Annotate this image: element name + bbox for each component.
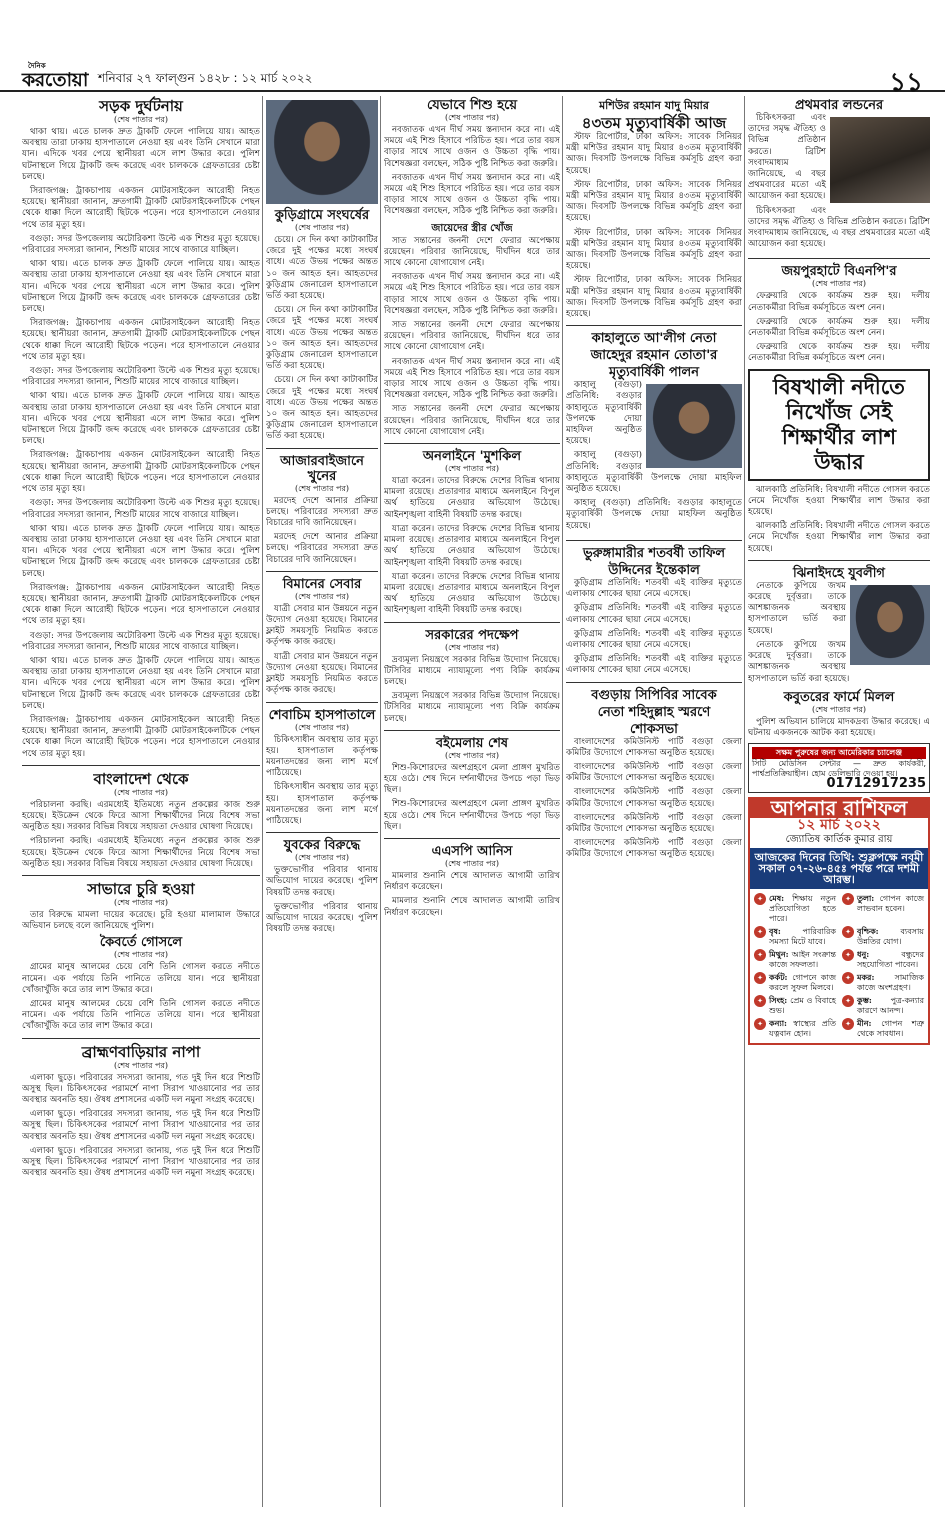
article-paragraph: নবজাতক এখন দীর্ঘ সময় স্তন্যদান করে না। এই সময়ে এই শিশু হিসাবে পরিচিত হয়। পরে তার বয়স বাড়ার সাথে সাথে ওজন ও উচ্চতা বৃদ্ধি পায়। বিশেষজ্ঞরা বলছেন, সঠিক পুষ্টি নিশ্চিত করা জরুরি। xyxy=(384,272,560,316)
article-paragraph: নেতাকে কুপিয়ে জখম করেছে দুর্বৃত্তরা। তাকে আশঙ্কাজনক অবস্থায় হাসপাতালে ভর্তি করা হয়েছে। xyxy=(748,580,846,636)
zodiac-name: কর্কট: xyxy=(769,972,793,983)
article-paragraph: চিকিৎসাধীন অবস্থায় তার মৃত্যু হয়। হাসপাতাল কর্তৃপক্ষ ময়নাতদন্তের জন্য লাশ মর্গে পাঠিয়েছে। xyxy=(266,734,378,779)
zodiac-name: মেষ: xyxy=(769,893,793,904)
headline: বিমানের সেবার xyxy=(282,576,362,592)
separator xyxy=(566,682,742,683)
zodiac-prediction: প্রেম ও বিবাহে শুভ। xyxy=(769,996,836,1016)
continuation-note: (শেষ পাতার পর) xyxy=(294,483,350,493)
article-paragraph: বগুড়া: সদর উপজেলায় অটোরিকশা উল্টে এক শিশুর মৃত্যু হয়েছে। পরিবারের সদস্যরা জানান, শিশুটি মায়ের সাথে বাজারে যাচ্ছিল। xyxy=(22,498,260,520)
article-paragraph: চিকিৎসকরা এবং তাদের সমৃদ্ধ ঐতিহ্য ও বিভিন্ন প্রতিষ্ঠান করতে। ব্রিটিশ সংবাদমাধ্যম জানিয়েছে, এ বছর প্রথমবারের মতো এই আয়োজন করা হয়েছে। xyxy=(748,113,826,202)
zodiac-name: বৃশ্চিক: xyxy=(857,926,901,937)
article-paragraph: দ্রব্যমূল্য নিয়ন্ত্রণে সরকার বিভিন্ন উদ্যোগ নিয়েছে। টিসিবির মাধ্যমে ন্যায্যমূল্যে পণ্য বিক্রি কার্যক্রম চলছে। xyxy=(384,691,560,724)
article-paragraph: নবজাতক এখন দীর্ঘ সময় স্তন্যদান করে না। এই সময়ে এই শিশু হিসাবে পরিচিত হয়। পরে তার বয়স বাড়ার সাথে সাথে ওজন ও উচ্চতা বৃদ্ধি পায়। বিশেষজ্ঞরা বলছেন, সঠিক পুষ্টি নিশ্চিত করা জরুরি। xyxy=(384,172,560,217)
zodiac-sign-entry xyxy=(842,893,924,924)
article-paragraph: সিরাজগঞ্জ: ট্রাকচাপায় একজন মোটরসাইকেল আরোহী নিহত হয়েছে। স্থানীয়রা জানান, দ্রুতগামী ট্রাকটি মোটরসাইকেলটিকে পেছন থেকে ধাক্কা দিলে আরোহী ছিটকে পড়েন। পরে হাসপাতালে নেওয়ার পথে তার মৃত্যু হয়। xyxy=(22,582,260,627)
headline: সরকারের পদক্ষেপ xyxy=(425,627,519,643)
zodiac-name: তুলা: xyxy=(857,893,880,904)
continuation-note: (শেষ পাতার পর) xyxy=(113,950,169,960)
zodiac-sign-entry xyxy=(754,972,836,993)
article-paragraph: বাংলাদেশের কমিউনিস্ট পার্টি বগুড়া জেলা কমিটির উদ্যোগে শোকসভা অনুষ্ঠিত হয়েছে। xyxy=(566,812,742,834)
subheadline: জায়েদের স্ত্রীর খোঁজ xyxy=(431,222,513,234)
zodiac-text xyxy=(769,995,836,1016)
article-paragraph: বাংলাদেশের কমিউনিস্ট পার্টি বগুড়া জেলা কমিটির উদ্যোগে শোকসভা অনুষ্ঠিত হয়েছে। xyxy=(566,787,742,809)
article-paragraph: চেয়ে। সে দিন কথা কাটাকাটির জেরে দুই পক্ষের মধ্যে সংঘর্ষ বাধে। এতে উভয় পক্ষের অন্তত ১০ জন আহত হন। আহতদের কুড়িগ্রাম জেনারেল হাসপাতালে ভর্তি করা হয়েছে। xyxy=(266,305,378,372)
article-paragraph: বগুড়া: সদর উপজেলায় অটোরিকশা উল্টে এক শিশুর মৃত্যু হয়েছে। পরিবারের সদস্যরা জানান, শিশুটি মায়ের সাথে বাজারে যাচ্ছিল। xyxy=(22,630,260,652)
zodiac-prediction: পারিবারিক সমস্যা মিটে যাবে। xyxy=(769,927,836,947)
zodiac-sign-entry xyxy=(842,1018,924,1039)
column-2 xyxy=(266,96,378,1507)
separator xyxy=(748,560,930,561)
article-paragraph: কুড়িগ্রাম প্রতিনিধি: শতবর্ষী এই ব্যক্তির মৃত্যুতে এলাকায় শোকের ছায়া নেমে এসেছে। xyxy=(566,628,742,650)
headline: সাভারে চুরি হওয়া xyxy=(87,879,195,898)
continuation-note: (শেষ পাতার পর) xyxy=(444,858,500,868)
article-paragraph: যাত্রা করেন। তাদের বিরুদ্ধে দেশের বিভিন্ন থানায় মামলা রয়েছে। প্রতারণার মাধ্যমে অনলাইনে বিপুল অর্থ হাতিয়ে নেওয়ার অভিযোগ উঠেছে। আইনশৃঙ্খলা বাহিনী বিষয়টি তদন্ত করছে। xyxy=(384,523,560,568)
article-paragraph: শিশু-কিশোরদের অংশগ্রহণে মেলা প্রাঙ্গণ মুখরিত হয়ে ওঠে। শেষ দিনে দর্শনার্থীদের উপচে পড়া ভিড় ছিল। xyxy=(384,762,560,796)
article-paragraph: থাকা থায়। এতে চালক দ্রুত ট্রাকটি ফেলে পালিয়ে যায়। আহত অবস্থায় তারা ঢাকায় হাসপাতালে নেওয়া হয় এবং তিনি সেখানে মারা যান। এদিকে খবর পেয়ে স্থানীয়রা এসে লাশ উদ্ধার করে। পুলিশ ঘটনাস্থলে গিয়ে ট্রাকটি জব্দ করেছে এবং চালককে গ্রেফতারের চেষ্টা চলছে। xyxy=(22,655,260,711)
zodiac-name: মকর: xyxy=(857,972,895,983)
headline: বগুড়ায় সিপিবির সাবেক xyxy=(591,687,717,703)
article-paragraph: নবজাতক এখন দীর্ঘ সময় স্তন্যদান করে না। এই সময়ে এই শিশু হিসাবে পরিচিত হয়। পরে তার বয়স বাড়ার সাথে সাথে ওজন ও উচ্চতা বৃদ্ধি পায়। বিশেষজ্ঞরা বলছেন, সঠিক পুষ্টি নিশ্চিত করা জরুরি। xyxy=(384,125,560,169)
continuation-note: (শেষ পাতার পর) xyxy=(444,750,500,760)
article-paragraph: সিরাজগঞ্জ: ট্রাকচাপায় একজন মোটরসাইকেল আরোহী নিহত হয়েছে। স্থানীয়রা জানান, দ্রুতগামী ট্রাকটি মোটরসাইকেলটিকে পেছন থেকে ধাক্কা দিলে আরোহী ছিটকে পড়েন। পরে হাসপাতালে নেওয়ার পথে তার মৃত্যু হয়। xyxy=(22,318,260,362)
zodiac-prediction: সামাজিক কাজে অংশগ্রহণ। xyxy=(857,973,924,993)
headline: জয়পুরহাটে বিএনপি'র xyxy=(781,264,897,280)
zodiac-name: মীন: xyxy=(857,1018,882,1029)
zodiac-icon: ✦ xyxy=(754,893,766,905)
article-paragraph: যাত্রা করেন। তাদের বিরুদ্ধে দেশের বিভিন্ন থানায় মামলা রয়েছে। প্রতারণার মাধ্যমে অনলাইনে বিপুল অর্থ হাতিয়ে নেওয়ার অভিযোগ উঠেছে। আইনশৃঙ্খলা বাহিনী বিষয়টি তদন্ত করছে। xyxy=(384,571,560,616)
zodiac-text xyxy=(769,893,836,924)
horoscope-title: আপনার রাশিফল xyxy=(750,799,928,818)
zodiac-prediction: স্বাস্থ্যের প্রতি যত্নবান হোন। xyxy=(769,1019,836,1039)
zodiac-text xyxy=(769,1018,836,1039)
news-photo xyxy=(646,384,742,468)
headline: প্রথমবার লন্ডনের xyxy=(794,98,884,113)
zodiac-prediction: আইন সংক্রান্ত কাজে সফলতা। xyxy=(769,950,836,970)
article-paragraph: এলাকা ছুড়ে। পরিবারের সদস্যরা জানায়, গত দুই দিন ধরে শিশুটি অসুস্থ ছিল। চিকিৎসকের পরামর্শে নাপা সিরাপ খাওয়ানোর পর তার অবস্থার অবনতি হয়। ঔষধ প্রশাসনের একটি দল নমুনা সংগ্রহ করেছে। xyxy=(22,1109,260,1142)
article-paragraph: বাংলাদেশের কমিউনিস্ট পার্টি বগুড়া জেলা কমিটির উদ্যোগে শোকসভা অনুষ্ঠিত হয়েছে। xyxy=(566,838,742,860)
article-paragraph: কুড়িগ্রাম প্রতিনিধি: শতবর্ষী এই ব্যক্তির মৃত্যুতে এলাকায় শোকের ছায়া নেমে এসেছে। xyxy=(566,603,742,625)
column-divider xyxy=(562,96,563,1507)
zodiac-sign-entry xyxy=(842,949,924,970)
zodiac-prediction: ব্যবসায় উন্নতির যোগ। xyxy=(857,927,924,947)
separator xyxy=(384,443,560,444)
article-paragraph: বাংলাদেশের কমিউনিস্ট পার্টি বগুড়া জেলা কমিটির উদ্যোগে শোকসভা অনুষ্ঠিত হয়েছে। xyxy=(566,736,742,758)
article-paragraph: পরিচালনা করছি। এরমধ্যেই ইতিমধ্যে নতুন প্রকল্পের কাজ শুরু হয়েছে। ইউক্রেন থেকে ফিরে আসা শিক্ষার্থীদের নিয়ে বিশেষ সভা অনুষ্ঠিত হয়। সরকার বিভিন্ন বিষয়ে সহায়তা দেওয়ার ঘোষণা দিয়েছে। xyxy=(22,799,260,833)
article-paragraph: নবজাতক এখন দীর্ঘ সময় স্তন্যদান করে না। এই সময়ে এই শিশু হিসাবে পরিচিত হয়। পরে তার বয়স বাড়ার সাথে সাথে ওজন ও উচ্চতা বৃদ্ধি পায়। বিশেষজ্ঞরা বলছেন, সঠিক পুষ্টি নিশ্চিত করা জরুরি। xyxy=(384,356,560,401)
zodiac-icon: ✦ xyxy=(754,972,766,984)
news-photo xyxy=(850,585,930,665)
zodiac-name: ধনু: xyxy=(857,949,902,960)
article-paragraph: সাত সন্তানের জননী দেশে ফেরার অপেক্ষায় রয়েছেন। পরিবার জানিয়েছে, দীর্ঘদিন ধরে তার সাথে কোনো যোগাযোগ নেই। xyxy=(384,235,560,269)
zodiac-icon: ✦ xyxy=(754,1018,766,1030)
zodiac-text xyxy=(769,949,836,970)
zodiac-text xyxy=(769,972,836,993)
headline: ঝিনাইদহে যুবলীগ xyxy=(793,565,885,581)
article-paragraph: কাহালু (বগুড়া) প্রতিনিধি: বগুড়ার কাহালুতে মৃত্যুবার্ষিকী উপলক্ষে দোয়া মাহফিল অনুষ্ঠিত হয়েছে। xyxy=(566,498,742,531)
zodiac-text xyxy=(857,893,924,914)
continuation-note: (শেষ পাতার পর) xyxy=(811,279,867,289)
zodiac-sign-entry xyxy=(754,949,836,970)
zodiac-icon: ✦ xyxy=(842,972,854,984)
article-paragraph: চিকিৎসাধীন অবস্থায় তার মৃত্যু হয়। হাসপাতাল কর্তৃপক্ষ ময়নাতদন্তের জন্য লাশ মর্গে পাঠিয়েছে। xyxy=(266,782,378,826)
zodiac-icon: ✦ xyxy=(754,926,766,938)
zodiac-icon: ✦ xyxy=(842,949,854,961)
article-paragraph: পরিচালনা করছি। এরমধ্যেই ইতিমধ্যে নতুন প্রকল্পের কাজ শুরু হয়েছে। ইউক্রেন থেকে ফিরে আসা শিক্ষার্থীদের নিয়ে বিশেষ সভা অনুষ্ঠিত হয়। সরকার বিভিন্ন বিষয়ে সহায়তা দেওয়ার ঘোষণা দিয়েছে। xyxy=(22,836,260,869)
continuation-note: (শেষ পাতার পর) xyxy=(113,787,169,797)
zodiac-prediction: বন্ধুদের সহযোগিতা পাবেন। xyxy=(857,950,924,970)
separator xyxy=(266,571,378,572)
zodiac-icon: ✦ xyxy=(842,1018,854,1030)
page-number: ১১ xyxy=(889,68,923,98)
headline: কৈবর্তে গোসলে xyxy=(99,935,183,951)
zodiac-icon: ✦ xyxy=(842,926,854,938)
article-paragraph: কুড়িগ্রাম প্রতিনিধি: শতবর্ষী এই ব্যক্তির মৃত্যুতে এলাকায় শোকের ছায়া নেমে এসেছে। xyxy=(566,654,742,676)
ad-body: সিটি মেডিসিন সেন্টার — দ্রুত কার্যকরী, পার্শ্বপ্রতিক্রিয়াহীন। হোম ডেলিভারি দেওয়া হয়। xyxy=(752,759,926,779)
article-paragraph: ফেব্রুয়ারি থেকে কার্যক্রম শুরু হয়। দলীয় নেতাকর্মীরা বিভিন্ন কর্মসূচিতে অংশ নেন। xyxy=(748,291,930,313)
headline: উদ্দিনের ইন্তেকাল xyxy=(608,562,700,578)
article-paragraph: ঝালকাঠি প্রতিনিধি: বিষখালী নদীতে গোসল করতে নেমে নিখোঁজ হওয়া শিক্ষার্থীর লাশ উদ্ধার করা হয়েছে। xyxy=(748,484,930,518)
article-paragraph: থাকা থায়। এতে চালক দ্রুত ট্রাকটি ফেলে পালিয়ে যায়। আহত অবস্থায় তারা ঢাকায় হাসপাতালে নেওয়া হয় এবং তিনি সেখানে মারা যান। এদিকে খবর পেয়ে স্থানীয়রা এসে লাশ উদ্ধার করে। পুলিশ ঘটনাস্থলে গিয়ে ট্রাকটি জব্দ করেছে এবং চালককে গ্রেফতারের চেষ্টা চলছে। xyxy=(22,127,260,182)
article-paragraph: সিরাজগঞ্জ: ট্রাকচাপায় একজন মোটরসাইকেল আরোহী নিহত হয়েছে। স্থানীয়রা জানান, দ্রুতগামী ট্রাকটি মোটরসাইকেলটিকে পেছন থেকে ধাক্কা দিলে আরোহী ছিটকে পড়েন। পরে হাসপাতালে নেওয়ার পথে তার মৃত্যু হয়। xyxy=(22,714,260,759)
headline: আজারবাইজানে খুনের xyxy=(280,453,364,484)
column-divider xyxy=(262,96,263,1507)
article-paragraph: সিরাজগঞ্জ: ট্রাকচাপায় একজন মোটরসাইকেল আরোহী নিহত হয়েছে। স্থানীয়রা জানান, দ্রুতগামী ট্রাকটি মোটরসাইকেলটিকে পেছন থেকে ধাক্কা দিলে আরোহী ছিটকে পড়েন। পরে হাসপাতালে নেওয়ার পথে তার মৃত্যু হয়। xyxy=(22,450,260,495)
article-paragraph: মামলার শুনানি শেষে আদালত আগামী তারিখ নির্ধারণ করেছেন। xyxy=(384,896,560,918)
headline: কুড়িগ্রামে সংঘর্ষের xyxy=(274,208,370,223)
zodiac-name: সিংহ: xyxy=(769,995,791,1006)
article-paragraph: চেয়ে। সে দিন কথা কাটাকাটির জেরে দুই পক্ষের মধ্যে সংঘর্ষ বাধে। এতে উভয় পক্ষের অন্তত ১০ জন আহত হন। আহতদের কুড়িগ্রাম জেনারেল হাসপাতালে ভর্তি করা হয়েছে। xyxy=(266,235,378,302)
feature-headline-box xyxy=(748,369,930,481)
headline: ব্রাহ্মণবাড়িয়ার নাপা xyxy=(81,1042,201,1061)
column-4 xyxy=(566,96,742,1507)
separator xyxy=(266,448,378,449)
article-paragraph: গ্রামের মানুষ আলমের চেয়ে বেশি তিনি গোসল করতে নদীতে নামেন। এক পর্যায়ে তিনি পানিতে তলিয়ে যান। পরে স্থানীয়রা খোঁজাখুঁজি করে তার লাশ উদ্ধার করে। xyxy=(22,999,260,1032)
dateline: শনিবার ২৭ ফাল্গুন ১৪২৮ : ১২ মার্চ ২০২২ xyxy=(98,71,313,85)
zodiac-sign-entry xyxy=(754,926,836,947)
headline: মৃত্যুবার্ষিকী পালন xyxy=(608,365,699,381)
zodiac-name: কুম্ভ: xyxy=(857,995,891,1006)
kicker: মশিউর রহমান যাদু মিয়ার xyxy=(599,99,709,112)
article-paragraph: বগুড়া: সদর উপজেলায় অটোরিকশা উল্টে এক শিশুর মৃত্যু হয়েছে। পরিবারের সদস্যরা জানান, শিশুটি মায়ের সাথে বাজারে যাচ্ছিল। xyxy=(22,233,260,256)
article-paragraph: মামলার শুনানি শেষে আদালত আগামী তারিখ নির্ধারণ করেছেন। xyxy=(384,870,560,893)
zodiac-icon: ✦ xyxy=(842,995,854,1007)
article-paragraph: শিশু-কিশোরদের অংশগ্রহণে মেলা প্রাঙ্গণ মুখরিত হয়ে ওঠে। শেষ দিনে দর্শনার্থীদের উপচে পড়া ভিড় ছিল। xyxy=(384,799,560,832)
article-paragraph: কুড়িগ্রাম প্রতিনিধি: শতবর্ষী এই ব্যক্তির মৃত্যুতে এলাকায় শোকের ছায়া নেমে এসেছে। xyxy=(566,577,742,600)
article-paragraph: চেয়ে। সে দিন কথা কাটাকাটির জেরে দুই পক্ষের মধ্যে সংঘর্ষ বাধে। এতে উভয় পক্ষের অন্তত ১০ জন আহত হন। আহতদের কুড়িগ্রাম জেনারেল হাসপাতালে ভর্তি করা হয়েছে। xyxy=(266,375,378,442)
zodiac-name: বৃষ: xyxy=(769,926,803,937)
zodiac-name: মিথুন: xyxy=(769,949,792,960)
continuation-note: (শেষ পাতার পর) xyxy=(294,722,350,732)
article-paragraph: ফেব্রুয়ারি থেকে কার্যক্রম শুরু হয়। দলীয় নেতাকর্মীরা বিভিন্ন কর্মসূচিতে অংশ নেন। xyxy=(748,316,930,339)
separator xyxy=(384,622,560,623)
continuation-note: (শেষ পাতার পর) xyxy=(811,704,867,714)
article-paragraph: সাত সন্তানের জননী দেশে ফেরার অপেক্ষায় রয়েছেন। পরিবার জানিয়েছে, দীর্ঘদিন ধরে তার সাথে কোনো যোগাযোগ নেই। xyxy=(384,404,560,437)
article-paragraph: কাহালু (বগুড়া) প্রতিনিধি: বগুড়ার কাহালুতে মৃত্যুবার্ষিকী উপলক্ষে দোয়া মাহফিল অনুষ্ঠিত হয়েছে। xyxy=(566,450,742,495)
feature-headline: বিষখালী নদীতে নিখোঁজ সেই শিক্ষার্থীর লাশ উদ্ধার xyxy=(773,374,905,474)
headline: যুবকের বিরুদ্ধে xyxy=(283,838,361,854)
continuation-note: (শেষ পাতার পর) xyxy=(444,642,500,652)
article-paragraph: থাকা থায়। এতে চালক দ্রুত ট্রাকটি ফেলে পালিয়ে যায়। আহত অবস্থায় তারা ঢাকায় হাসপাতালে নেওয়া হয় এবং তিনি সেখানে মারা যান। এদিকে খবর পেয়ে স্থানীয়রা এসে লাশ উদ্ধার করে। পুলিশ ঘটনাস্থলে গিয়ে ট্রাকটি জব্দ করেছে এবং চালককে গ্রেফতারের চেষ্টা চলছে। xyxy=(22,523,260,579)
continuation-note: (শেষ পাতার পর) xyxy=(294,853,350,863)
zodiac-text xyxy=(857,949,924,970)
zodiac-text xyxy=(769,926,836,947)
masthead xyxy=(0,0,945,98)
zodiac-grid xyxy=(750,889,928,1043)
headline: শেবাচিম হাসপাতালে xyxy=(268,707,376,723)
article-paragraph: ঝালকাঠি প্রতিনিধি: বিষখালী নদীতে গোসল করতে নেমে নিখোঁজ হওয়া শিক্ষার্থীর লাশ উদ্ধার করা হয়েছে। xyxy=(748,521,930,554)
article-paragraph: সাত সন্তানের জননী দেশে ফেরার অপেক্ষায় রয়েছেন। পরিবার জানিয়েছে, দীর্ঘদিন ধরে তার সাথে কোনো যোগাযোগ নেই। xyxy=(384,320,560,353)
headline: ভুরুঙ্গামারীর শতবর্ষী তাফিল xyxy=(582,545,726,561)
article-paragraph: ভুক্তভোগীর পরিবার থানায় অভিযোগ দায়ের করেছে। পুলিশ বিষয়টি তদন্ত করছে। xyxy=(266,865,378,898)
headline: নেতা শহিদুল্লাহ স্মরণে xyxy=(597,704,711,720)
article-paragraph: সিরাজগঞ্জ: ট্রাকচাপায় একজন মোটরসাইকেল আরোহী নিহত হয়েছে। স্থানীয়রা জানান, দ্রুতগামী ট্রাকটি মোটরসাইকেলটিকে পেছন থেকে ধাক্কা দিলে আরোহী ছিটকে পড়েন। পরে হাসপাতালে নেওয়ার পথে তার মৃত্যু হয়। xyxy=(22,186,260,230)
zodiac-text xyxy=(857,1018,924,1039)
article-paragraph: এলাকা ছুড়ে। পরিবারের সদস্যরা জানায়, গত দুই দিন ধরে শিশুটি অসুস্থ ছিল। চিকিৎসকের পরামর্শে নাপা সিরাপ খাওয়ানোর পর তার অবস্থার অবনতি হয়। ঔষধ প্রশাসনের একটি দল নমুনা সংগ্রহ করেছে। xyxy=(22,1145,260,1179)
article-paragraph: মরদেহ দেশে আনার প্রক্রিয়া চলছে। পরিবারের সদস্যরা দ্রুত বিচারের দাবি জানিয়েছেন। xyxy=(266,495,378,529)
article-paragraph: বগুড়া: সদর উপজেলায় অটোরিকশা উল্টে এক শিশুর মৃত্যু হয়েছে। পরিবারের সদস্যরা জানান, শিশুটি মায়ের সাথে বাজারে যাচ্ছিল। xyxy=(22,366,260,388)
zodiac-name: কন্যা: xyxy=(769,1018,794,1029)
headline: বইমেলায় শেষ xyxy=(435,735,509,751)
zodiac-sign-entry xyxy=(754,995,836,1016)
horoscope-box xyxy=(748,797,930,1045)
zodiac-icon: ✦ xyxy=(754,949,766,961)
zodiac-prediction: গোপন শত্রু থেকে সাবধান। xyxy=(857,1019,924,1039)
ad-phone: 01712917235 xyxy=(826,776,926,792)
zodiac-sign-entry xyxy=(754,893,836,924)
article-paragraph: গ্রামের মানুষ আলমের চেয়ে বেশি তিনি গোসল করতে নদীতে নামেন। এক পর্যায়ে তিনি পানিতে তলিয়ে যান। পরে স্থানীয়রা খোঁজাখুঁজি করে তার লাশ উদ্ধার করে। xyxy=(22,962,260,995)
zodiac-prediction: গোপনে কাজ করলে সুফল মিলবে। xyxy=(769,973,836,993)
continuation-note: (শেষ পাতার পর) xyxy=(294,223,350,232)
headline: বাংলাদেশ থেকে xyxy=(93,769,189,788)
article-paragraph: বাংলাদেশের কমিউনিস্ট পার্টি বগুড়া জেলা কমিটির উদ্যোগে শোকসভা অনুষ্ঠিত হয়েছে। xyxy=(566,761,742,784)
advertisement xyxy=(748,743,930,793)
article-paragraph: ফেব্রুয়ারি থেকে কার্যক্রম শুরু হয়। দলীয় নেতাকর্মীরা বিভিন্ন কর্মসূচিতে অংশ নেন। xyxy=(748,342,930,364)
zodiac-sign-entry xyxy=(754,1018,836,1039)
ad-title: সক্ষম পুরুষের জন্য আমেরিকার চ্যালেঞ্জ xyxy=(752,747,926,759)
headline: এএসপি আনিস xyxy=(431,843,513,859)
newspaper-logo: করতোয়া xyxy=(22,69,88,91)
column-3 xyxy=(384,96,560,1507)
zodiac-text xyxy=(857,972,924,993)
separator xyxy=(566,325,742,326)
logo-small-text: দৈনিক xyxy=(28,62,46,70)
zodiac-icon: ✦ xyxy=(842,893,854,905)
continuation-note: (শেষ পাতার পর) xyxy=(444,464,500,474)
article-paragraph: ভুক্তভোগীর পরিবার থানায় অভিযোগ দায়ের করেছে। পুলিশ বিষয়টি তদন্ত করছে। xyxy=(266,901,378,935)
separator xyxy=(384,730,560,731)
article-paragraph: তার বিরুদ্ধে মামলা দায়ের করেছে। চুরি হওয়া মালামাল উদ্ধারে অভিযান চলছে বলে জানিয়েছে পুলিশ। xyxy=(22,909,260,932)
article-paragraph: এলাকা ছুড়ে। পরিবারের সদস্যরা জানায়, গত দুই দিন ধরে শিশুটি অসুস্থ ছিল। চিকিৎসকের পরামর্শে নাপা সিরাপ খাওয়ানোর পর তার অবস্থার অবনতি হয়। ঔষধ প্রশাসনের একটি দল নমুনা সংগ্রহ করেছে। xyxy=(22,1072,260,1106)
article-paragraph: স্টাফ রিপোর্টার, ঢাকা অফিস: সাবেক সিনিয়র মন্ত্রী মশিউর রহমান যাদু মিয়ার ৪৩তম মৃত্যুবার্ষিকী আজ। দিবসটি উপলক্ষে বিভিন্ন কর্মসূচি গ্রহণ করা হয়েছে। xyxy=(566,179,742,224)
continuation-note: (শেষ পাতার পর) xyxy=(113,897,169,907)
headline: শোকসভা xyxy=(630,721,678,737)
zodiac-text xyxy=(857,926,924,947)
article-paragraph: নেতাকে কুপিয়ে জখম করেছে দুর্বৃত্তরা। তাকে আশঙ্কাজনক অবস্থায় হাসপাতালে ভর্তি করা হয়েছে। xyxy=(748,639,850,684)
article-paragraph: স্টাফ রিপোর্টার, ঢাকা অফিস: সাবেক সিনিয়র মন্ত্রী মশিউর রহমান যাদু মিয়ার ৪৩তম মৃত্যুবার্ষিকী আজ। দিবসটি উপলক্ষে বিভিন্ন কর্মসূচি গ্রহণ করা হয়েছে। xyxy=(566,132,742,176)
news-photo xyxy=(830,117,930,203)
column-5 xyxy=(748,96,930,1507)
article-paragraph: পুলিশ অভিযান চালিয়ে মাদকদ্রব্য উদ্ধার করেছে। এ ঘটনায় একজনকে আটক করা হয়েছে। xyxy=(748,716,930,738)
zodiac-prediction: গোপন কাজে লাভবান হবেন। xyxy=(857,894,924,914)
headline: অনলাইনে 'মুশকিল xyxy=(422,449,522,465)
zodiac-icon: ✦ xyxy=(754,995,766,1007)
article-paragraph: দ্রব্যমূল্য নিয়ন্ত্রণে সরকার বিভিন্ন উদ্যোগ নিয়েছে। টিসিবির মাধ্যমে ন্যায্যমূল্যে পণ্য বিক্রি কার্যক্রম চলছে। xyxy=(384,654,560,687)
separator xyxy=(266,832,378,833)
article-paragraph: মরদেহ দেশে আনার প্রক্রিয়া চলছে। পরিবারের সদস্যরা দ্রুত বিচারের দাবি জানিয়েছেন। xyxy=(266,532,378,565)
headline: কবুতরের ফার্মে মিলল xyxy=(783,689,895,705)
separator xyxy=(566,540,742,541)
continuation-note: (শেষ পাতার পর) xyxy=(113,1060,169,1070)
news-photo xyxy=(266,100,378,204)
separator xyxy=(748,258,930,259)
column-1 xyxy=(22,96,260,1507)
zodiac-sign-entry xyxy=(842,926,924,947)
headline: জাহেদুর রহমান তোতা'র xyxy=(590,348,718,364)
article-paragraph: চিকিৎসকরা এবং তাদের সমৃদ্ধ ঐতিহ্য ও বিভিন্ন প্রতিষ্ঠান করতে। ব্রিটিশ সংবাদমাধ্যম জানিয়েছে, এ বছর প্রথমবারের মতো এই আয়োজন করা হয়েছে। xyxy=(748,205,930,250)
article-paragraph: থাকা থায়। এতে চালক দ্রুত ট্রাকটি ফেলে পালিয়ে যায়। আহত অবস্থায় তারা ঢাকায় হাসপাতালে নেওয়া হয় এবং তিনি সেখানে মারা যান। এদিকে খবর পেয়ে স্থানীয়রা এসে লাশ উদ্ধার করে। পুলিশ ঘটনাস্থলে গিয়ে ট্রাকটি জব্দ করেছে এবং চালককে গ্রেফতারের চেষ্টা চলছে। xyxy=(22,391,260,447)
zodiac-prediction: পুত্র-কন্যার কারণে আনন্দ। xyxy=(857,996,924,1016)
article-paragraph: কাহালু (বগুড়া) প্রতিনিধি: বগুড়ার কাহালুতে মৃত্যুবার্ষিকী উপলক্ষে দোয়া মাহফিল অনুষ্ঠিত হয়েছে। xyxy=(566,380,642,447)
article-paragraph: যাত্রা করেন। তাদের বিরুদ্ধে দেশের বিভিন্ন থানায় মামলা রয়েছে। প্রতারণার মাধ্যমে অনলাইনে বিপুল অর্থ হাতিয়ে নেওয়ার অভিযোগ উঠেছে। আইনশৃঙ্খলা বাহিনী বিষয়টি তদন্ত করছে। xyxy=(384,476,560,520)
column-divider xyxy=(744,96,745,1507)
horoscope-author: জ্যোতিষ কার্তিক কুমার রায় xyxy=(785,833,893,845)
article-paragraph: স্টাফ রিপোর্টার, ঢাকা অফিস: সাবেক সিনিয়র মন্ত্রী মশিউর রহমান যাদু মিয়ার ৪৩তম মৃত্যুবার্ষিকী আজ। দিবসটি উপলক্ষে বিভিন্ন কর্মসূচি গ্রহণ করা হয়েছে। xyxy=(566,275,742,320)
article-paragraph: যাত্রী সেবার মান উন্নয়নে নতুন উদ্যোগ নেওয়া হয়েছে। বিমানের ফ্লাইট সময়সূচি নিয়মিত করতে কর্তৃপক্ষ কাজ করছে। xyxy=(266,603,378,648)
zodiac-prediction: শিক্ষায় নতুন প্রতিযোগিতা হতে পারে। xyxy=(769,894,836,924)
separator xyxy=(384,838,560,839)
continuation-note: (শেষ পাতার পর) xyxy=(444,113,500,122)
zodiac-text xyxy=(857,995,924,1016)
zodiac-sign-entry xyxy=(842,972,924,993)
horoscope-date: ১২ মার্চ ২০২২ xyxy=(797,817,881,834)
separator xyxy=(22,875,260,876)
headline: ৪৩তম মৃত্যুবার্ষিকী আজ xyxy=(581,114,727,132)
article-paragraph: যাত্রী সেবার মান উন্নয়নে নতুন উদ্যোগ নেওয়া হয়েছে। বিমানের ফ্লাইট সময়সূচি নিয়মিত করতে কর্তৃপক্ষ কাজ করছে। xyxy=(266,651,378,696)
separator xyxy=(22,1038,260,1039)
separator xyxy=(266,702,378,703)
separator xyxy=(22,765,260,766)
article-paragraph: থাকা থায়। এতে চালক দ্রুত ট্রাকটি ফেলে পালিয়ে যায়। আহত অবস্থায় তারা ঢাকায় হাসপাতালে নেওয়া হয় এবং তিনি সেখানে মারা যান। এদিকে খবর পেয়ে স্থানীয়রা এসে লাশ উদ্ধার করে। পুলিশ ঘটনাস্থলে গিয়ে ট্রাকটি জব্দ করেছে এবং চালককে গ্রেফতারের চেষ্টা চলছে। xyxy=(22,259,260,315)
headline: সড়ক দুর্ঘটনায় xyxy=(99,97,183,115)
headline: কাহালুতে আ'লীগ নেতা xyxy=(591,331,717,347)
headline: যেভাবে শিশু হয়ে xyxy=(426,98,518,113)
tithi-banner: আজকের দিনের তিথি: শুক্লপক্ষে নবমী সকাল ০৭-২৬-৪৫ঃ পর্যন্ত পরে দশমী আরম্ভ। xyxy=(750,848,928,890)
continuation-note: (শেষ পাতার পর) xyxy=(113,115,169,124)
zodiac-sign-entry xyxy=(842,995,924,1016)
continuation-note: (শেষ পাতার পর) xyxy=(294,591,350,601)
article-paragraph: স্টাফ রিপোর্টার, ঢাকা অফিস: সাবেক সিনিয়র মন্ত্রী মশিউর রহমান যাদু মিয়ার ৪৩তম মৃত্যুবার্ষিকী আজ। দিবসটি উপলক্ষে বিভিন্ন কর্মসূচি গ্রহণ করা হয়েছে। xyxy=(566,227,742,272)
column-divider xyxy=(380,96,381,1507)
